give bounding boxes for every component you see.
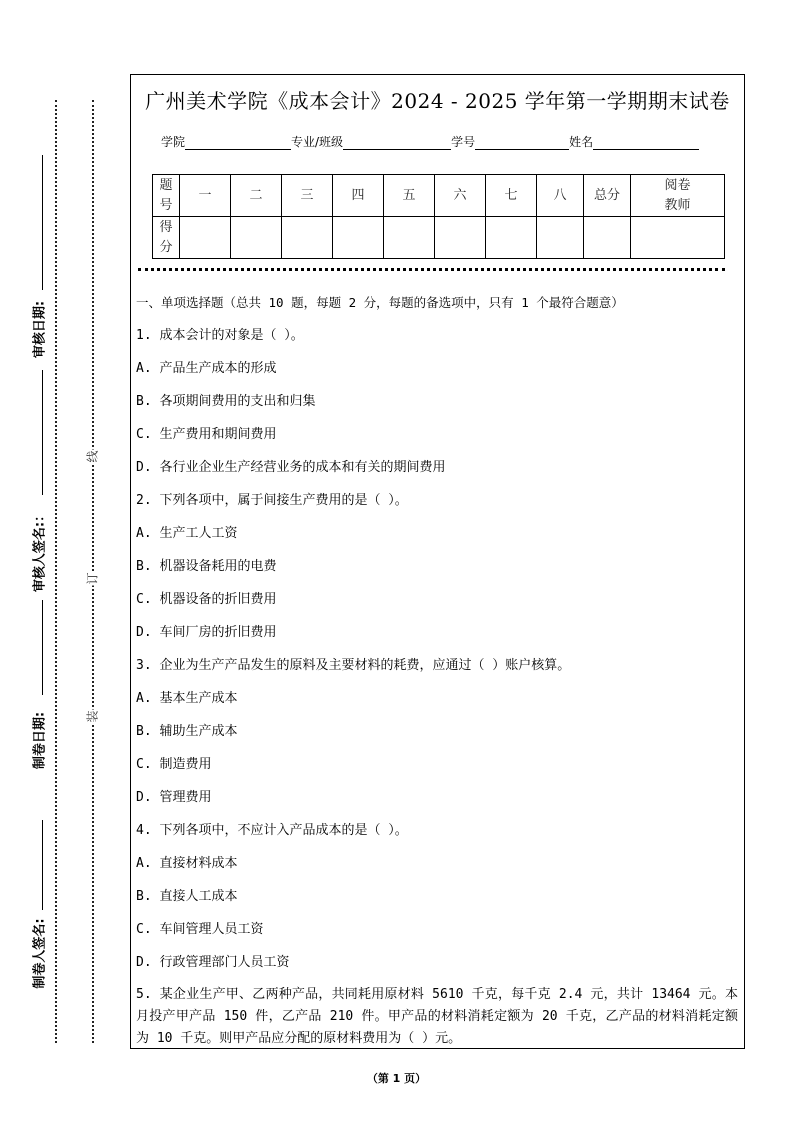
option-item: D. 各行业企业生产经营业务的成本和有关的期间费用 xyxy=(136,460,446,475)
score-header-total: 总分 xyxy=(584,175,631,217)
bind-line-char: 装 xyxy=(85,710,100,723)
option-item: B. 各项期间费用的支出和归集 xyxy=(136,394,316,409)
order-line-char: 订 xyxy=(85,572,100,585)
score-table-header-row xyxy=(153,175,725,217)
score-header-3: 三 xyxy=(282,175,333,217)
section-heading: 一、单项选择题（总共 10 题，每题 2 分，每题的备选项中，只有 1 个最符合题意） xyxy=(136,295,624,310)
maker-date-label: 制卷日期: xyxy=(32,711,48,770)
major-class-label: 专业/班级 xyxy=(291,135,344,149)
score-header-7: 七 xyxy=(486,175,537,217)
score-header-5: 五 xyxy=(384,175,435,217)
score-header-4: 四 xyxy=(333,175,384,217)
score-table-score-row xyxy=(153,217,725,259)
question-stem: 4. 下列各项中，不应计入产品成本的是（ ）。 xyxy=(136,823,408,838)
score-cell[interactable] xyxy=(486,217,537,259)
maker-signature-label: 制卷人签名: xyxy=(32,918,48,989)
major-class-field[interactable] xyxy=(343,137,451,150)
score-cell[interactable] xyxy=(537,217,584,259)
option-item: B. 辅助生产成本 xyxy=(136,724,238,739)
exam-frame xyxy=(130,74,745,1049)
score-header-2: 二 xyxy=(231,175,282,217)
option-item: B. 直接人工成本 xyxy=(136,889,238,904)
score-cell[interactable] xyxy=(180,217,231,259)
score-header-1: 一 xyxy=(180,175,231,217)
score-row-label: 得分 xyxy=(153,217,180,259)
student-info-row xyxy=(161,133,699,150)
question-stem: 2. 下列各项中，属于间接生产费用的是（ ）。 xyxy=(136,493,408,508)
maker-signature-line xyxy=(42,820,43,910)
reviewer-signature-line xyxy=(42,370,43,495)
reviewer-date-label: 审核日期: xyxy=(32,300,48,359)
maker-date-line xyxy=(42,600,43,695)
option-item: D. 行政管理部门人员工资 xyxy=(136,955,290,970)
question-section xyxy=(136,294,738,1050)
score-cell-grader[interactable] xyxy=(631,217,725,259)
score-header-question-no: 题号 xyxy=(153,175,180,217)
option-item: C. 机器设备的折旧费用 xyxy=(136,592,277,607)
option-item: A. 生产工人工资 xyxy=(136,526,238,541)
option-item: D. 管理费用 xyxy=(136,790,212,805)
score-header-grader: 阅卷教师 xyxy=(631,175,725,217)
student-id-label: 学号 xyxy=(451,135,476,149)
school-field[interactable] xyxy=(185,137,291,150)
cut-line-char: 线 xyxy=(85,450,100,463)
name-field[interactable] xyxy=(593,137,699,150)
score-cell[interactable] xyxy=(282,217,333,259)
reviewer-date-line xyxy=(42,155,43,290)
score-cell[interactable] xyxy=(231,217,282,259)
score-header-6: 六 xyxy=(435,175,486,217)
exam-title: 广州美术学院《成本会计》2024 - 2025 学年第一学期期末试卷 xyxy=(145,89,730,113)
name-label: 姓名 xyxy=(569,135,594,149)
option-item: D. 车间厂房的折旧费用 xyxy=(136,625,277,640)
score-cell[interactable] xyxy=(435,217,486,259)
question-stem: 1. 成本会计的对象是（ ）。 xyxy=(136,328,304,343)
score-table xyxy=(152,174,725,259)
school-label: 学院 xyxy=(161,135,186,149)
page-number: （第 1 页） xyxy=(366,1072,427,1085)
option-item: A. 基本生产成本 xyxy=(136,691,238,706)
outer-dotted-line xyxy=(55,100,57,1043)
dotted-separator xyxy=(138,268,725,271)
question-stem: 3. 企业为生产产品发生的原料及主要材料的耗费，应通过（ ）账户核算。 xyxy=(136,658,571,673)
score-header-8: 八 xyxy=(537,175,584,217)
option-item: B. 机器设备耗用的电费 xyxy=(136,559,277,574)
option-item: C. 车间管理人员工资 xyxy=(136,922,264,937)
score-cell[interactable] xyxy=(333,217,384,259)
student-id-field[interactable] xyxy=(475,137,569,150)
option-item: A. 直接材料成本 xyxy=(136,856,238,871)
question-5-stem: 5. 某企业生产甲、乙两种产品，共同耗用原材料 5610 千克，每千克 2.4 元，共计 13464 元。本月投产甲产品 150 件，乙产品 210 件。甲产品的材料消耗定额为 20 千克，乙产品的材料消耗定额为 10 千克。则甲产品应分配的原材料费用为（ ）元。 xyxy=(136,987,738,1046)
reviewer-signature-label: 审核人签名:： xyxy=(32,508,48,593)
score-cell-total[interactable] xyxy=(584,217,631,259)
option-item: C. 制造费用 xyxy=(136,757,212,772)
option-item: A. 产品生产成本的形成 xyxy=(136,361,277,376)
score-cell[interactable] xyxy=(384,217,435,259)
option-item: C. 生产费用和期间费用 xyxy=(136,427,277,442)
